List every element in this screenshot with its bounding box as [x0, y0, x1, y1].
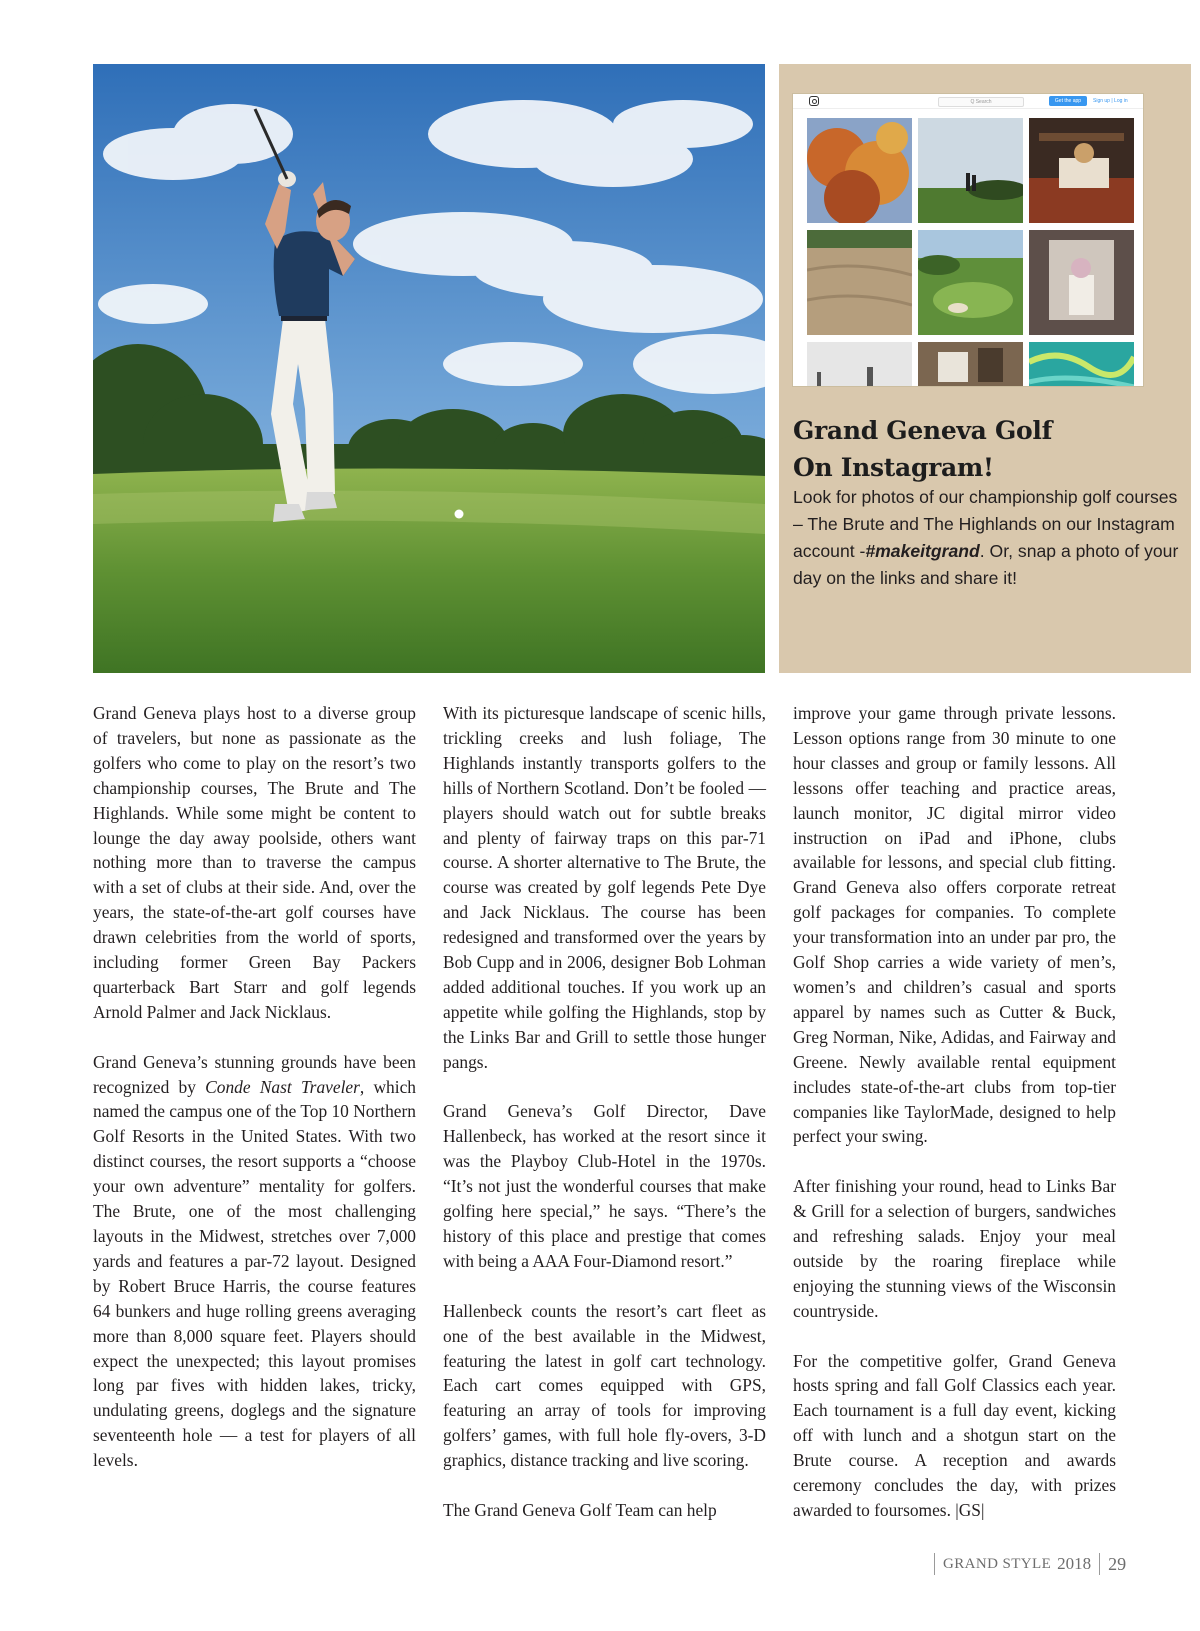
article-paragraph: With its picturesque landscape of scenic hills, trickling creeks and lush foliage, The Highlands instantly transports golfers to the hills of Northern Scotland. Don’t be fooled — players should watch out for subtle breaks and plenty of fairway traps on this par-71 course. A shorter alternative to The Brute, the course was created by golf legends Pete Dye and Jack Nicklaus. The course has been redesigned and transformed over the years by Bob Cupp and in 2006, designer Bob Lohman added additional touches. If you work up an appetite while golfing the Highlands, stop by the Links Bar and Grill to settle those hunger pangs. [443, 703, 766, 1072]
instagram-photo-sand-bunker [807, 230, 912, 335]
instagram-photo-skyline [807, 342, 912, 386]
instagram-search-box: Q Search [938, 97, 1024, 107]
hero-photo [93, 64, 765, 673]
article-paragraph: Grand Geneva’s Golf Director, Dave Hallenbeck, has worked at the resort since it was the Playboy Club-Hotel in the 1970s. “It’s not just the wonderful courses that make golfing here special,” he says. “There’s the history of this place and prestige that comes with being a AAA Four-Diamond resort.” [443, 1101, 766, 1271]
golfer-illustration [93, 64, 765, 673]
instagram-photo-stone-building [918, 342, 1023, 386]
publication-name: Conde Nast Traveler [205, 1076, 360, 1097]
article-column-2 [443, 701, 766, 1548]
article-text: For the competitive golfer, Grand Geneva hosts spring and fall Golf Classics each year. Each tournament is a full day event, kicking off with lunch and a shotgun start on the Brute course. A reception and awards ceremony concludes the day, with prizes awarded to foursomes. [793, 1350, 1116, 1520]
footer-divider [1099, 1553, 1100, 1575]
golf-ball [455, 510, 464, 519]
article-text: , which named the campus one of the Top 10 Northern Golf Resorts in the United States. With two distinct courses, the resort supports a “choose your own adventure” mentality for golfers. The Brute, one of the most challenging layouts in the Midwest, stretches over 7,000 yards and features a par-72 layout. Designed by Robert Bruce Harris, the course features 64 bunkers and huge rolling greens averaging more than 8,000 square feet. Players should expect the unexpected; this layout promises long par fives with hidden lakes, tricky, undulating greens, doglegs and the signature seventeenth hole — a test for players of all levels. [93, 1076, 416, 1471]
article-column-1 [93, 701, 416, 1498]
instagram-photo-pool [1029, 342, 1134, 386]
page-number: 29 [1108, 1553, 1127, 1574]
instagram-photo-banquet-table [1029, 118, 1134, 223]
article-paragraph [93, 1050, 416, 1473]
sidebar-heading-line2: On Instagram! [793, 453, 994, 482]
sidebar-heading-line1: Grand Geneva Golf [793, 416, 1053, 445]
instagram-photo-couple-on-course [918, 118, 1023, 223]
hashtag: #makeitgrand [865, 541, 980, 561]
end-mark: |GS| [950, 1499, 985, 1520]
sidebar-heading [793, 412, 1183, 486]
instagram-photo-event-room [1029, 230, 1134, 335]
instagram-photo-autumn-trees [807, 118, 912, 223]
article-paragraph: After finishing your round, head to Links Bar & Grill for a selection of burgers, sandwiches and refreshing salads. Enjoy your meal outside by the roaring fireplace while enjoying the stunning views of the Wisconsin countryside. [793, 1176, 1116, 1321]
article-column-3 [793, 701, 1116, 1548]
sidebar-body-text-end: . Or, snap a photo of your day on the links and share it! [793, 541, 1179, 588]
instagram-sidebar [779, 64, 1191, 673]
article-text: Grand Geneva’s stunning grounds have been recognized by [93, 1051, 416, 1097]
instagram-header-bar [793, 94, 1143, 109]
instagram-screenshot [793, 94, 1143, 386]
magazine-name: GRAND STYLE [943, 1555, 1052, 1572]
sidebar-body-text: Look for photos of our championship golf courses – The Brute and The Highlands on our Instagram account - [793, 487, 1178, 561]
signup-login-links: Sign up | Log in [1093, 98, 1128, 104]
get-app-button: Get the app [1049, 96, 1087, 106]
article-paragraph: Hallenbeck counts the resort’s cart fleet as one of the best available in the Midwest, featuring the latest in golf cart technology. Each cart comes equipped with GPS, featuring an array of tools for improving golfers’ games, with full hole fly-overs, 3-D graphics, distance tracking and live scoring. [443, 1300, 766, 1471]
issue-year: 2018 [1057, 1554, 1092, 1573]
instagram-icon [809, 96, 819, 106]
page-footer [926, 1551, 1126, 1577]
footer-divider [934, 1553, 935, 1575]
article-paragraph [793, 1349, 1116, 1523]
article-paragraph: The Grand Geneva Golf Team can help [443, 1499, 717, 1520]
article-paragraph: improve your game through private lessons. Lesson options range from 30 minute to one hour classes and group or family lessons. All lessons offer teaching and practice areas, launch monitor, JC digital mirror video instruction on iPad and iPhone, clubs available for lessons, and special club fitting. Grand Geneva also offers corporate retreat golf packages for companies. To complete your transformation into an under par pro, the Golf Shop carries a wide variety of men’s, women’s and children’s casual and sports apparel by names such as Cutter & Buck, Greg Norman, Nike, Adidas, and Fairway and Greene. Newly available rental equipment includes state-of-the-art clubs from top-tier companies like TaylorMade, designed to help perfect your swing. [793, 703, 1116, 1147]
instagram-photo-aerial-course [918, 230, 1023, 335]
sidebar-body [793, 484, 1183, 592]
article-paragraph: Grand Geneva plays host to a diverse group of travelers, but none as passionate as the golfers who come to play on the resort’s two championship courses, The Brute and The Highlands. While some might be content to lounge the day away poolside, others want nothing more than to traverse the campus with a set of clubs at their side. And, over the years, the state-of-the-art golf courses have drawn celebrities from the world of sports, including former Green Bay Packers quarterback Bart Starr and golf legends Arnold Palmer and Jack Nicklaus. [93, 703, 416, 1022]
